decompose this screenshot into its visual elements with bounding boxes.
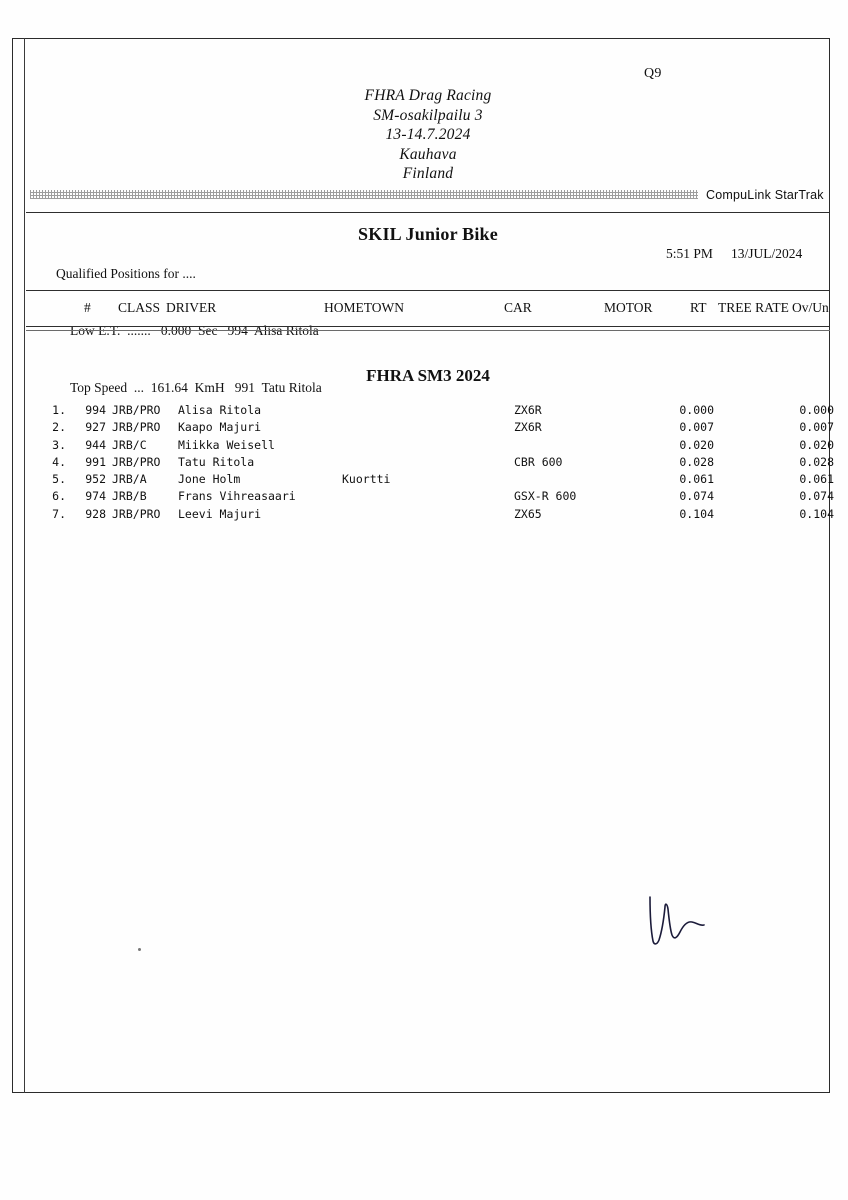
row-car: CBR 600 [514, 454, 563, 469]
scan-speck [138, 948, 141, 951]
row-position: 2. [52, 420, 66, 435]
row-car: ZX6R [514, 403, 542, 417]
column-header-ovun: Ov/Un [792, 300, 829, 315]
row-number: 952 [85, 472, 106, 487]
table-row [26, 506, 834, 523]
row-ovun: 0.007 [799, 420, 834, 435]
top-speed-number: 991 [234, 380, 256, 395]
row-number: 994 [85, 403, 106, 417]
row-driver: Alisa Ritola [178, 403, 262, 417]
table-row [26, 402, 834, 419]
row-rt: 0.007 [679, 420, 714, 435]
qualified-heading: Qualified Positions for .... [56, 266, 196, 281]
event-line-4: Kauhava [399, 145, 457, 163]
column-header-driver: DRIVER [166, 300, 217, 315]
row-driver: Frans Vihreasaari [178, 489, 296, 504]
low-et-value: 0.000 Sec [160, 323, 218, 338]
row-car: ZX65 [514, 506, 542, 521]
row-ovun: 0.061 [799, 472, 834, 487]
low-et-driver: Alisa Ritola [253, 323, 319, 338]
row-driver: Jone Holm [178, 472, 241, 487]
table-row [26, 454, 834, 471]
event-header [26, 86, 830, 184]
row-rt: 0.020 [679, 437, 714, 452]
row-driver: Miikka Weisell [178, 437, 275, 452]
results-table [26, 402, 834, 523]
table-row [26, 488, 834, 505]
row-ovun: 0.074 [799, 489, 834, 504]
column-header-row [26, 300, 830, 320]
row-position: 5. [52, 472, 66, 487]
row-number: 928 [85, 506, 106, 521]
row-car: GSX-R 600 [514, 489, 577, 504]
row-car: ZX6R [514, 420, 542, 435]
row-class: JRB/PRO [112, 420, 161, 435]
section-title: FHRA SM3 2024 [366, 366, 490, 385]
row-number: 944 [85, 437, 106, 452]
row-rt: 0.028 [679, 454, 714, 469]
column-header-pos: # [84, 300, 91, 315]
row-class: JRB/PRO [112, 403, 161, 417]
column-header-car: CAR [504, 300, 532, 315]
row-class: JRB/PRO [112, 506, 161, 521]
row-driver: Tatu Ritola [178, 454, 255, 469]
column-header-class: CLASS [118, 300, 161, 315]
table-row [26, 437, 834, 454]
table-row [26, 471, 834, 488]
row-number: 927 [85, 420, 106, 435]
column-header-rt: RT [690, 300, 707, 315]
document-content [26, 38, 834, 1093]
row-rt: 0.061 [679, 472, 714, 487]
row-rt: 0.000 [679, 403, 714, 417]
row-class: JRB/C [112, 437, 147, 452]
row-position: 1. [52, 403, 66, 417]
event-line-5: Finland [402, 165, 454, 182]
event-line-2: SM-osakilpailu 3 [373, 106, 483, 124]
row-position: 6. [52, 489, 66, 504]
low-et-label: Low E.T. ....... [70, 323, 151, 338]
class-title: SKIL Junior Bike [358, 224, 498, 244]
timing-system-label: CompuLink StarTrak [706, 188, 824, 202]
divider-above-columns [26, 290, 830, 291]
sheet-code: Q9 [644, 66, 662, 81]
divider-top [26, 212, 830, 213]
print-time: 5:51 PM [666, 246, 713, 261]
page-border-inner-line [24, 38, 25, 1093]
row-position: 4. [52, 454, 66, 469]
row-driver: Leevi Majuri [178, 506, 262, 521]
print-date: 13/JUL/2024 [731, 246, 803, 261]
row-position: 3. [52, 437, 66, 452]
top-speed-value: 161.64 KmH [150, 380, 225, 395]
row-number: 974 [85, 489, 106, 504]
event-line-3: 13-14.7.2024 [385, 126, 471, 143]
top-speed-driver: Tatu Ritola [261, 380, 322, 395]
event-line-1: FHRA Drag Racing [364, 87, 492, 104]
row-rt: 0.104 [679, 506, 714, 521]
row-class: JRB/A [112, 472, 147, 487]
row-ovun: 0.000 [799, 403, 834, 417]
row-rt: 0.074 [679, 489, 714, 504]
row-class: JRB/PRO [112, 454, 161, 469]
row-ovun: 0.028 [799, 454, 834, 469]
row-number: 991 [85, 454, 106, 469]
column-header-hometown: HOMETOWN [324, 300, 404, 315]
divider-below-columns-2 [26, 330, 830, 331]
row-position: 7. [52, 506, 66, 521]
handwritten-signature-icon [644, 893, 714, 953]
top-speed-label: Top Speed ... [70, 380, 145, 395]
column-header-motor: MOTOR [604, 300, 653, 315]
row-hometown: Kuortti [342, 472, 391, 487]
table-row [26, 419, 834, 436]
row-driver: Kaapo Majuri [178, 420, 262, 435]
hatched-divider [30, 190, 698, 199]
row-class: JRB/B [112, 489, 147, 504]
row-ovun: 0.104 [799, 506, 834, 521]
divider-below-columns [26, 326, 830, 327]
low-et-number: 994 [227, 323, 248, 338]
column-header-treerate: TREE RATE [718, 300, 789, 315]
row-ovun: 0.020 [799, 437, 834, 452]
